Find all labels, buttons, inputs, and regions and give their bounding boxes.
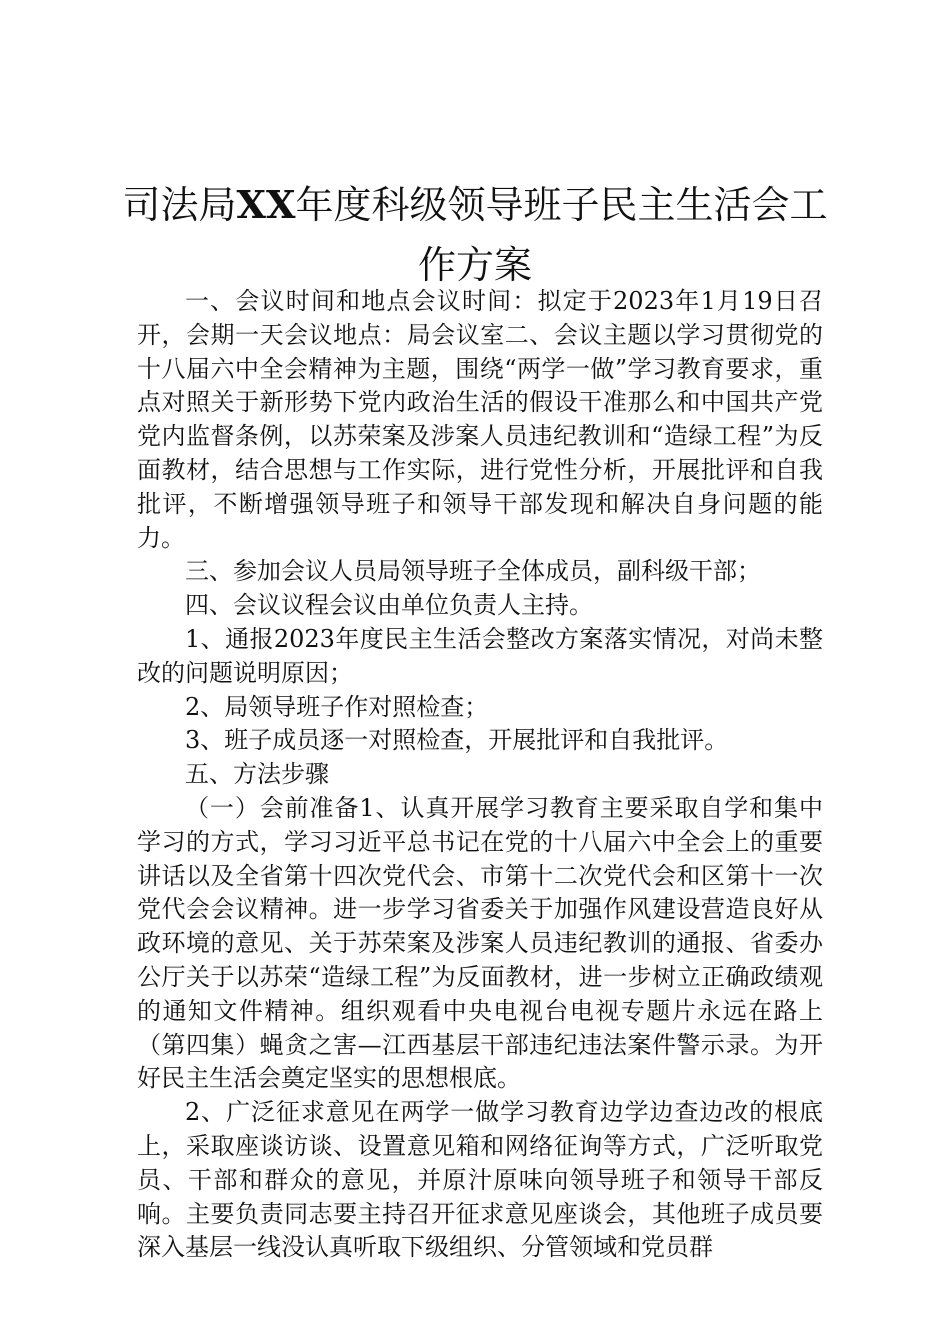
paragraph-agenda-item-3: 3、班子成员逐一对照检查，开展批评和自我批评。 xyxy=(185,726,729,755)
document-title-line-1 xyxy=(110,176,840,234)
document-body xyxy=(137,285,823,1265)
paragraph-meeting-time-topic: 一、会议时间和地点会议时间：拟定于2023年1月19日召开，会期一天会议地点：局会议室二、会议主题以学习贯彻党的十八届六中全会精神为主题，围绕“两学一做”学习教育要求，重点对照关于新形势下党内政治生活的假设干准那么和中国共产党党内监督条例，以苏荣案及涉案人员违纪教训和“造绿工程”为反面教材，结合思想与工作实际，进行党性分析，开展批评和自我批评，不断增强领导班子和领导干部发现和解决自身问题的能力。 xyxy=(137,287,823,552)
title-suffix: 年度科级领导班子民主生活会工 xyxy=(295,183,828,227)
paragraph-agenda: 四、会议议程会议由单位负责人主持。 xyxy=(185,591,593,620)
paragraph-agenda-item-1: 1、通报2023年度民主生活会整改方案落实情况，对尚未整改的问题说明原因； xyxy=(137,624,823,687)
paragraph-agenda-item-2: 2、局领导班子作对照检查； xyxy=(185,692,489,721)
title-prefix: 司法局 xyxy=(122,183,237,227)
paragraph-attendees: 三、参加会议人员局领导班子全体成员，副科级干部； xyxy=(185,557,761,586)
title-xx: XX xyxy=(236,182,296,227)
paragraph-method-heading: 五、方法步骤 xyxy=(185,760,329,789)
paragraph-preparation: （一）会前准备1、认真开展学习教育主要采取自学和集中学习的方式，学习习近平总书记在党的十八届六中全会上的重要讲话以及全省第十四次党代会、市第十二次党代会和区第十一次党代会会议精神。进一步学习省委关于加强作风建设营造良好从政环境的意见、关于苏荣案及涉案人员违纪教训的通报、省委办公厅关于以苏荣“造绿工程”为反面教材，进一步树立正确政绩观的通知文件精神。组织观看中央电视台电视专题片永远在路上（第四集）蝇贪之害—江西基层干部违纪违法案件警示录。为开好民主生活会奠定坚实的思想根底。 xyxy=(137,793,823,1093)
document-title-line-2: 作方案 xyxy=(417,243,532,287)
paragraph-solicit-opinions: 2、广泛征求意见在两学一做学习教育边学边查边改的根底上，采取座谈访谈、设置意见箱和网络征询等方式，广泛听取党员、干部和群众的意见，并原汁原味向领导班子和领导干部反响。主要负责同志要主持召开征求意见座谈会，其他班子成员要深入基层一线没认真听取下级组织、分管领域和党员群 xyxy=(137,1098,823,1262)
